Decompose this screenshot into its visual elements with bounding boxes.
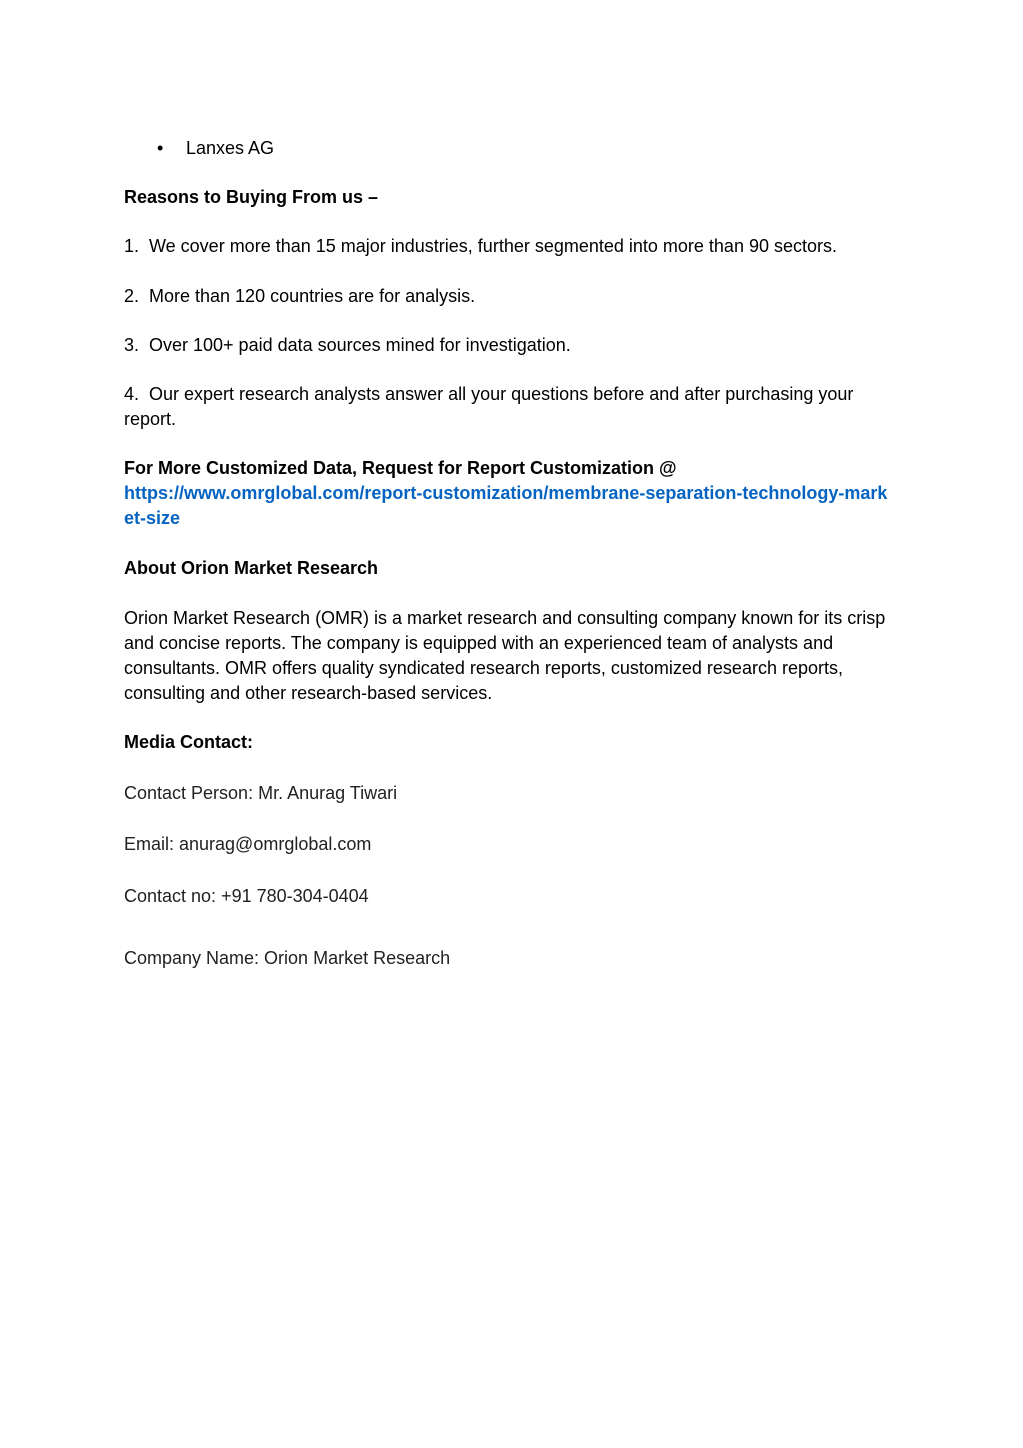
customization-section (124, 456, 894, 531)
contact-person: Contact Person: Mr. Anurag Tiwari (124, 783, 398, 803)
contact-email: Email: anurag@omrglobal.com (124, 834, 372, 854)
reason-text: More than 120 countries are for analysis. (149, 286, 476, 306)
media-contact-heading: Media Contact: (124, 732, 254, 752)
customization-link[interactable]: https://www.omrglobal.com/report-customization/membrane-separation-technology-market-size (124, 483, 888, 528)
list-item (124, 136, 894, 161)
reason-number: 2. (124, 286, 140, 306)
reason-item-4 (124, 382, 894, 432)
reason-text: Over 100+ paid data sources mined for investigation. (149, 335, 571, 355)
reason-text: Our expert research analysts answer all your questions before and after purchasing your report. (124, 384, 854, 429)
about-body: Orion Market Research (OMR) is a market research and consulting company known for its crisp and concise reports. The company is equipped with an experienced team of analysts and consultants. OMR offers quality syndicated research reports, customized research reports, consulting and other research-based services. (124, 608, 886, 703)
reason-item-1 (124, 234, 894, 259)
company-name: Company Name: Orion Market Research (124, 948, 451, 968)
reason-item-2 (124, 284, 894, 309)
customization-label: For More Customized Data, Request for Report Customization @ (124, 458, 677, 478)
reason-number: 3. (124, 335, 140, 355)
contact-phone: Contact no: +91 780-304-0404 (124, 886, 369, 906)
reason-number: 4. (124, 384, 140, 404)
reason-text: We cover more than 15 major industries, further segmented into more than 90 sectors. (149, 236, 837, 256)
about-heading: About Orion Market Research (124, 558, 379, 578)
company-name-lanxes: Lanxes AG (186, 138, 275, 158)
reason-number: 1. (124, 236, 140, 256)
reason-item-3 (124, 333, 894, 358)
reasons-heading: Reasons to Buying From us – (124, 187, 379, 207)
bullet-icon: • (157, 138, 164, 158)
